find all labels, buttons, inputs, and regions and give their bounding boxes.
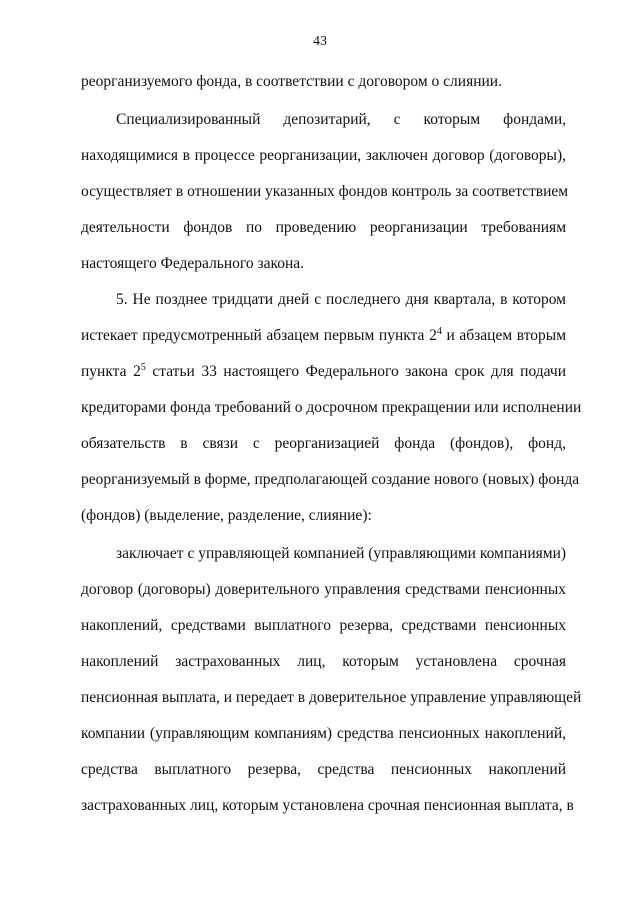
text-line: обязательств в связи с реорганизацией фонда (фондов), фонд, [81,435,566,452]
text-line: (фондов) (выделение, разделение, слияние): [81,507,372,524]
text-line: 5. Не позднее тридцати дней с последнего дня квартала, в котором [116,291,566,308]
text-line: осуществляет в отношении указанных фондов контроль за соответствием [81,183,569,200]
text-line: реорганизуемый в форме, предполагающей создание нового (новых) фонда [81,471,580,488]
text-line: настоящего Федерального закона. [81,255,305,272]
text-line: пенсионная выплата, и передает в доверительное управление управляющей [81,689,582,706]
text-line: накоплений застрахованных лиц, которым установлена срочная [81,653,566,670]
text-line: находящимися в процессе реорганизации, заключен договор (договоры), [81,147,566,164]
text-segment: истекает предусмотренный абзацем первым пункта [81,327,425,344]
text-segment: и абзацем вторым [446,327,566,344]
page-number: 43 [313,34,327,49]
text-line: средства выплатного резерва, средства пенсионных накоплений [81,761,566,778]
reference: $2^5$ [133,362,146,380]
text-line: заключает с управляющей компанией (управляющими компаниями) [116,545,567,562]
text-line: застрахованных лиц, которым установлена срочная пенсионная выплата, в [81,797,574,814]
text-line: деятельности фондов по проведению реорганизации требованиям [81,219,566,236]
text-line: кредиторами фонда требований о досрочном прекращении или исполнении [81,399,582,416]
text-line [81,362,566,382]
text-line: Специализированный депозитарий, с которым фондами, [116,111,566,128]
text-line: договор (договоры) доверительного управления средствами пенсионных [81,581,566,598]
text-line: накоплений, средствами выплатного резерва, средствами пенсионных [81,617,566,634]
text-line [81,326,566,346]
reference-superscript: 5 [140,362,146,373]
reference-superscript: 4 [436,326,442,337]
text-segment: пункта [81,363,127,380]
text-line: компании (управляющим компаниям) средства пенсионных накоплений, [81,725,566,742]
text-segment: статьи 33 настоящего Федерального закона срок для подачи [152,363,567,380]
text-line: реорганизуемого фонда, в соответствии с договором о слиянии. [81,73,502,90]
reference: $2^4$ [429,326,442,344]
